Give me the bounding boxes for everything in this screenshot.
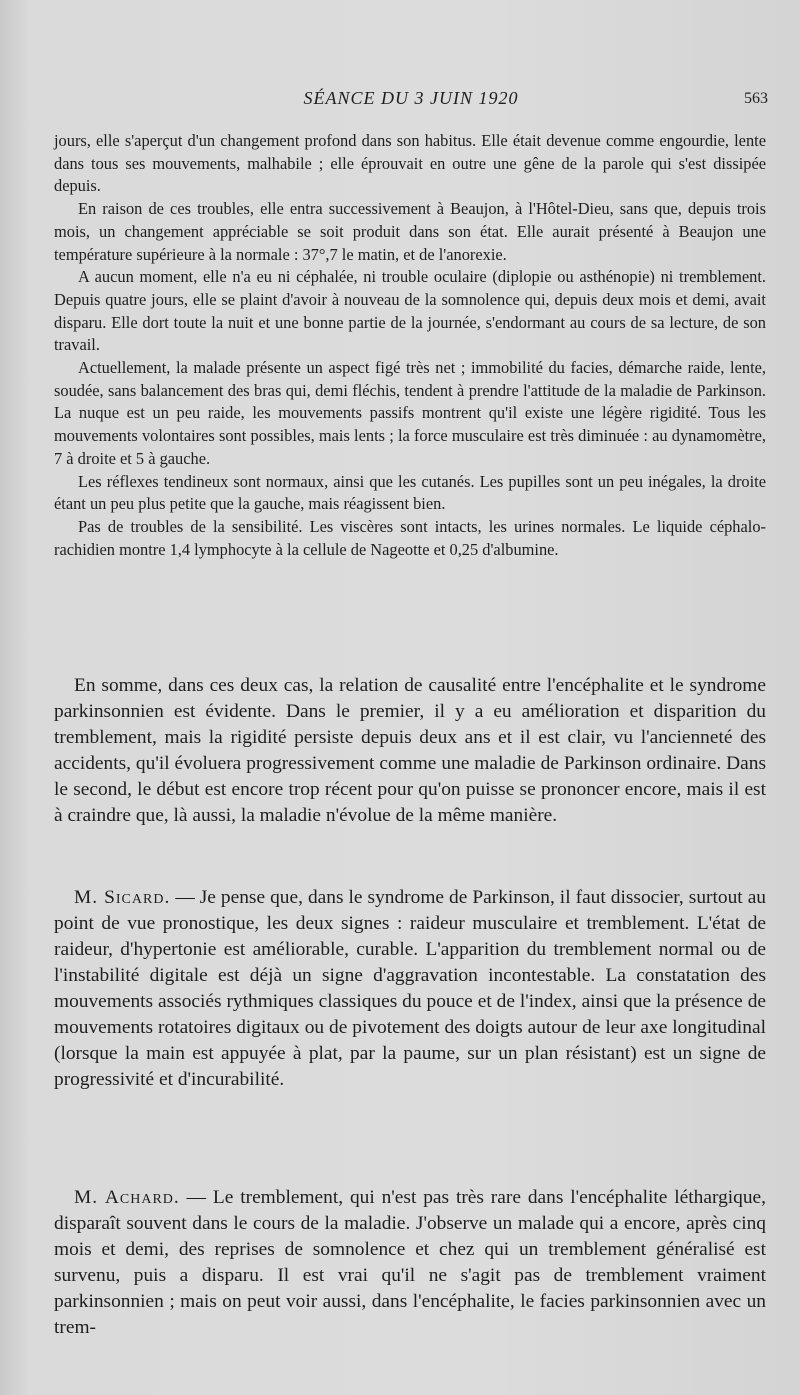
- case-paragraph: A aucun moment, elle n'a eu ni céphalée, ni trouble oculaire (diplopie ou asthénopie) ni tremblement. Depuis quatre jours, elle se plaint d'avoir à nouveau de la somnolence qui, depuis deux mois et demi, avait disparu. Elle dort toute la nuit et une bonne partie de la journée, s'endormant au cours de sa lecture, de son travail.: [54, 267, 766, 355]
- page-number: 563: [744, 90, 768, 107]
- discussion-text: — Je pense que, dans le syndrome de Parkinson, il faut dissocier, surtout au point de vue pronostique, les deux signes : raideur musculaire et tremblement. L'état de raideur, d'hypertonie est améliorable, curable. L'apparition du tremblement normal ou de l'instabilité digitale est déjà un signe d'aggravation incontestable. La constatation des mouvements associés rythmiques classiques du pouce et de l'index, ainsi que la présence de mouvements rotatoires digitaux ou de pivotement des doigts autour de leur axe longitudinal (lorsque la main est appuyée à plat, par la paume, sur un plan résistant) est un signe de progressivité et d'incurabilité.: [54, 887, 766, 1090]
- conclusion-block: [54, 673, 766, 829]
- case-paragraph: Pas de troubles de la sensibilité. Les viscères sont intacts, les urines normales. Le liquide céphalo-rachidien montre 1,4 lymphocyte à la cellule de Nageotte et 0,25 d'albumine.: [54, 516, 766, 559]
- case-paragraph: Les réflexes tendineux sont normaux, ainsi que les cutanés. Les pupilles sont un peu inégales, la droite étant un peu plus petite que la gauche, mais réagissent bien.: [54, 471, 766, 514]
- achard-discussion: [54, 1185, 766, 1341]
- case-paragraph: Actuellement, la malade présente un aspect figé très net ; immobilité du facies, démarche raide, lente, soudée, sans balancement des bras qui, demi fléchis, tendent à prendre l'attitude de la maladie de Parkinson. La nuque est un peu raide, les mouvements passifs montrent qu'il existe une légère rigidité. Tous les mouvements volontaires sont possibles, mais lents ; la force musculaire est très diminuée : au dynamomètre, 7 à droite et 5 à gauche.: [54, 358, 766, 468]
- case-paragraph: jours, elle s'aperçut d'un changement profond dans son habitus. Elle était devenue comme engourdie, lente dans tous ses mouvements, malhabile ; elle éprouvait en outre une gêne de la parole qui s'est dissipée depuis.: [54, 131, 766, 196]
- page-header: [54, 88, 768, 118]
- discussion-text: — Le tremblement, qui n'est pas très rare dans l'encéphalite léthargique, disparaît souvent dans le cours de la maladie. J'observe un malade qui a encore, après cinq mois et demi, des reprises de somnolence et chez qui un tremblement généralisé est survenu, puis a disparu. Il est vrai qu'il ne s'agit pas de tremblement vraiment parkinsonnien ; mais on peut voir aussi, dans l'encéphalite, le facies parkinsonnien avec un trem-: [54, 1187, 766, 1338]
- achard-paragraph: [54, 1185, 766, 1341]
- sicard-paragraph: [54, 885, 766, 1093]
- conclusion-paragraph: En somme, dans ces deux cas, la relation de causalité entre l'encéphalite et le syndrome parkinsonnien est évidente. Dans le premier, il y a eu amélioration et disparition du tremblement, mais la rigidité persiste depuis deux ans et il est clair, vu l'ancienneté des accidents, qu'il évoluera progressivement comme une maladie de Parkinson ordinaire. Dans le second, le début est encore trop récent pour qu'on puisse se prononcer encore, mais il est à craindre que, là aussi, la maladie n'évolue de la même manière.: [54, 675, 766, 826]
- speaker-name: M. Sicard.: [74, 887, 171, 908]
- case-paragraph: En raison de ces troubles, elle entra successivement à Beaujon, à l'Hôtel-Dieu, sans que, depuis trois mois, un changement appréciable se soit produit dans son état. Elle aurait présenté à Beaujon une température supérieure à la normale : 37°,7 le matin, et de l'anorexie.: [54, 199, 766, 264]
- sicard-discussion: [54, 885, 766, 1093]
- case-report-block: [54, 130, 766, 561]
- speaker-name: M. Achard.: [74, 1187, 180, 1208]
- running-title: SÉANCE DU 3 JUIN 1920: [303, 88, 519, 108]
